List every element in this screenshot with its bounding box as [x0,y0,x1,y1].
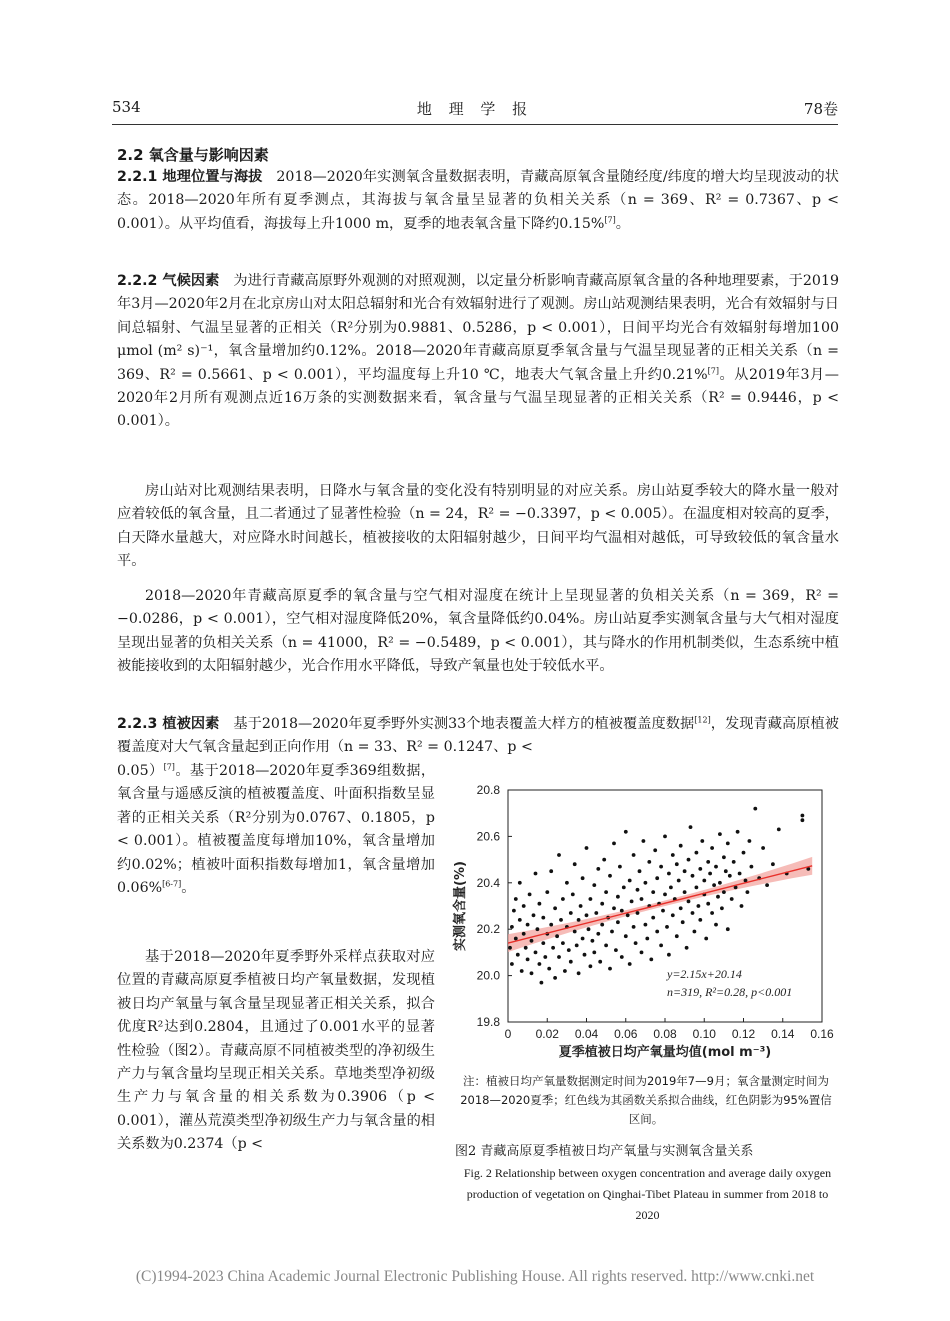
data-point [628,962,632,966]
paragraph-2-2-2 [117,270,839,434]
data-point [585,913,589,917]
data-point [532,913,536,917]
data-point [659,865,663,869]
page-number: 534 [112,98,141,116]
figure-caption-en: Fig. 2 Relationship between oxygen concentration and average daily oxygen production of vegetation on Qinghai-Tibet Plateau in summer from 2018 to 2020 [463,1166,832,1222]
paragraph-oxygen-production: 基于2018—2020年夏季野外采样点获取对应位置的青藏高原夏季植被日均产氧量数据，发现植被日均产氧量与氧含量呈现显著正相关关系，拟合优度R²达到0.2804，且通过了0.001水平的显著性检验（图2）。青藏高原不同植被类型的净初级生产力与氧含量均呈现正相关关系。草地类型净初级生产力与氧含量的相关系数为0.3906（p < 0.001），灌丛荒漠类型净初级生产力与氧含量的相关系数为0.2374（p < [117,949,435,1153]
data-point [661,909,665,913]
data-point [771,862,775,866]
citation: [7] [604,215,616,225]
data-point [526,958,530,962]
data-point [642,839,646,843]
data-point [722,855,726,859]
data-point [685,946,689,950]
data-point [618,865,622,869]
data-point [620,955,624,959]
data-point [742,851,746,855]
data-point [583,953,587,957]
journal-title: 地 理 学 报 [416,100,534,118]
figure-caption-cn: 图2 青藏高原夏季植被日均产氧量与实测氧含量关系 [455,1144,754,1159]
data-point [608,967,612,971]
data-point [712,883,716,887]
data-point [640,951,644,955]
data-point [636,888,640,892]
data-point [602,858,606,862]
x-tick-label: 0.16 [810,1027,834,1041]
volume-label: 78卷 [803,100,838,118]
data-point [632,925,636,929]
data-point [524,946,528,950]
data-point [651,916,655,920]
data-point [557,955,561,959]
data-point [592,883,596,887]
data-point [659,944,663,948]
paragraph-text: 。 [181,880,196,897]
data-point [592,951,596,955]
data-point [753,807,757,811]
data-point [691,874,695,878]
paragraph-precipitation: 房山站对比观测结果表明，日降水与氧含量的变化没有特别明显的对应关系。房山站夏季较大的降水量一般对应着较低的氧含量，且二者通过了显著性检验（n = 24，R² = −0.3397，p < 0.005）。在温度相对较高的夏季，白天降水量越大，对应降水时间越长，植被接收的太阳辐射越少，日间平均气温相对越低，可导致较低的氧含量水平。 [117,483,839,570]
data-point [644,881,648,885]
data-point [616,895,620,899]
data-point [520,969,524,973]
data-point [557,853,561,857]
data-point [547,967,551,971]
y-tick-label: 20.0 [476,968,500,983]
y-axis-label: 实测氧含量(%) [453,861,468,951]
x-tick-label: 0.10 [692,1027,716,1041]
y-tick-label: 20.6 [476,829,500,844]
data-point [518,881,522,885]
data-point [695,851,699,855]
data-point [667,953,671,957]
data-point [706,860,710,864]
data-point [549,869,553,873]
y-tick-label: 20.2 [476,922,500,937]
data-point [522,904,526,908]
citation: [6-7] [162,879,182,889]
paragraph-text: 。从2019年3月—2020年2月所有观测点近16万条的实测数据来看，氧含量与气温呈现显著的正相关关系（R² = 0.9446，p < 0.001）。 [117,366,839,430]
data-point [577,918,581,922]
data-point [589,964,593,968]
data-point [777,828,781,832]
data-point [563,969,567,973]
data-point [616,920,620,924]
data-point [726,927,730,931]
data-point [706,902,710,906]
x-tick-label: 0.04 [574,1027,599,1041]
data-point [551,946,555,950]
scatter-chart [450,772,840,1070]
subsection-heading-2-2-2: 2.2.2 气候因素 [117,273,220,289]
data-point [587,927,591,931]
data-point [671,853,675,857]
data-point [698,867,702,871]
data-point [561,941,565,945]
data-point [645,937,649,941]
data-point [679,906,683,910]
paragraph-text: 0.05） [117,763,164,779]
data-point [596,867,600,871]
data-point [534,951,538,955]
subsection-heading-2-2-1: 2.2.1 地理位置与海拔 [117,169,263,185]
paragraph-humidity: 2018—2020年青藏高原夏季的氧含量与空气相对湿度在统计上呈现显著的负相关关系（n = 369，R² = −0.0286，p < 0.001），空气相对湿度降低20%，氧含量降低约0.04%。房山站夏季实测氧含量与大气相对湿度呈现出显著的负相关关系（n = 41000，R² = −0.5489，p < 0.001），其与降水的作用机制类似，生态系统中植被能接收到的太阳辐射越少，光合作用水平降低，导致产氧量也处于较低水平。 [117,588,839,675]
data-point [604,944,608,948]
data-point [732,860,736,864]
data-point [541,941,545,945]
data-point [508,946,512,950]
data-point [693,930,697,934]
data-point [571,893,575,897]
data-point [514,937,518,941]
data-point [628,879,632,883]
x-axis-label: 夏季植被日均产氧量均值(mol m⁻³) [558,1045,772,1060]
data-point [612,906,616,910]
data-point [708,872,712,876]
data-point [620,909,624,913]
data-point [640,897,644,901]
data-point [549,923,553,927]
data-point [716,895,720,899]
data-point [679,844,683,848]
data-point [626,913,630,917]
data-point [698,918,702,922]
data-point [573,862,577,866]
data-point [573,930,577,934]
x-tick-label: 0.08 [653,1027,677,1041]
section-heading: 2.2 氧含量与影响因素 [117,146,269,164]
data-point [569,960,573,964]
data-point [704,937,708,941]
data-point [512,909,516,913]
data-point [591,939,595,943]
data-point [536,927,540,931]
data-point [655,876,659,880]
data-point [622,886,626,890]
data-point [541,916,545,920]
data-point [687,900,691,904]
data-point [746,890,750,894]
x-tick-label: 0.06 [614,1027,638,1041]
citation: [7] [163,762,175,772]
data-point [632,853,636,857]
data-point [667,872,671,876]
data-point [740,904,744,908]
data-point [801,814,805,818]
data-point [665,925,669,929]
y-tick-label: 20.8 [476,783,500,797]
x-tick-label: 0.14 [771,1027,795,1041]
y-tick-label: 19.8 [476,1015,500,1029]
data-point [710,911,714,915]
data-point [614,948,618,952]
data-point [726,842,730,846]
data-point [653,848,657,852]
data-point [604,890,608,894]
data-point [581,876,585,880]
header-rule [112,124,838,125]
data-point [540,981,544,985]
data-point [671,913,675,917]
data-point [553,906,557,910]
data-point [624,830,628,834]
data-point [651,890,655,894]
data-point [663,835,667,839]
data-point [630,900,634,904]
data-point [555,934,559,938]
data-point [702,879,706,883]
data-point [695,886,699,890]
data-point [538,962,542,966]
data-point [697,904,701,908]
data-point [644,923,648,927]
fit-equation: y=2.15x+20.14 [667,967,742,981]
data-point [669,886,673,890]
data-point [683,869,687,873]
paragraph-vegetation-cont [117,760,435,900]
data-point [565,881,569,885]
fit-stats: n=319, R²=0.28, p<0.001 [667,985,793,999]
data-point [579,904,583,908]
data-point [681,920,685,924]
data-point [530,971,534,975]
data-point [689,825,693,829]
figure-2 [450,772,840,1070]
subsection-heading-2-2-3: 2.2.3 植被因素 [117,716,220,732]
data-point [675,862,679,866]
data-point [559,918,563,922]
data-point [600,923,604,927]
fit-line [508,866,812,943]
paragraph-text: 基于2018—2020年夏季野外实测33个地表覆盖大样方的植被覆盖度数据 [233,716,695,732]
citation: [12] [694,715,711,725]
data-point [585,846,589,850]
data-point [710,846,714,850]
page-header [112,96,838,120]
x-tick-label: 0.12 [731,1027,756,1041]
data-point [567,948,571,952]
data-point [598,960,602,964]
data-point [575,944,579,948]
data-point [569,911,573,915]
data-point [561,897,565,901]
data-point [624,934,628,938]
data-point [594,911,598,915]
data-point [530,939,534,943]
data-point [736,830,740,834]
paragraph-text: ，发现青藏高原植被覆盖度对大气氧含量起到正向作用（n = 33、R² = 0.1247、p < [117,716,839,756]
data-point [596,932,600,936]
data-point [647,860,651,864]
data-point [638,869,642,873]
data-point [687,858,691,862]
data-point [748,839,752,843]
data-point [750,865,754,869]
data-point [720,906,724,910]
data-point [649,958,653,962]
data-point [543,955,547,959]
data-point [636,911,640,915]
data-point [516,953,520,957]
data-point [514,897,518,901]
paragraph-text: 2018—2020年实测氧含量数据表明，青藏高原氧含量随经度/纬度的增大均呈现波动的状态。2018—2020年所有夏季测点，其海拔与氧含量呈显著的负相关关系（n = 369、R² = 0.7367、p < 0.001）。从平均值看，海拔每上升1000 m，夏季的地表氧含量下降约0.15% [117,169,839,232]
paragraph-text: 。基于2018—2020年夏季369组数据，氧含量与遥感反演的植被覆盖度、叶面积指数呈显著的正相关关系（R²分别为0.0767、0.1805，p < 0.001）。植被覆盖度每增加10%，氧含量增加约0.02%；植被叶面积指数每增加1，氧含量增加0.06% [117,763,436,897]
figure-note: 注：植被日均产氧量数据测定时间为2019年7—9月；氧含量测定时间为2018—2020夏季；红色线为其函数关系拟合曲线，红色阴影为95%置信区间。 [460,1074,832,1126]
data-point [589,897,593,901]
data-point [663,893,667,897]
data-point [634,941,638,945]
paragraph-text: 。 [615,215,630,232]
data-point [538,902,542,906]
data-point [655,930,659,934]
data-point [724,869,728,873]
data-point [528,893,532,897]
y-tick-label: 20.4 [476,875,500,890]
paragraph-2-2-1 [117,166,839,236]
data-point [761,846,765,850]
copyright-footer: (C)1994-2023 China Academic Journal Electronic Publishing House. All rights reserved. http://www.cnki.net [135,1268,815,1285]
data-point [553,976,557,980]
data-point [610,930,614,934]
data-point [518,918,522,922]
paragraph-2-2-3 [117,713,839,760]
paragraph-text: 为进行青藏高原野外观测的对照观测，以定量分析影响青藏高原氧含量的各种地理要素，于2019年3月—2020年2月在北京房山对太阳总辐射和光合有效辐射进行了观测。房山站观测结果表明，光合有效辐射与日间总辐射、气温呈显著的正相关（R²分别为0.9881、0.5286，p < 0.001），日间平均光合有效辐射每增加100 μmol (m² s)⁻¹，氧含量增加约0.12%。2018—2020年青藏高原夏季氧含量与气温呈现显著的正相关关系（n = 369、R² = 0.5661、p < 0.001），平均温度每上升10 ℃，地表大气氧含量上升约0.21% [117,273,839,383]
data-point [545,890,549,894]
data-point [718,832,722,836]
data-point [534,872,538,876]
data-point [581,937,585,941]
data-point [765,883,769,887]
data-point [677,879,681,883]
data-point [714,865,718,869]
data-point [612,842,616,846]
data-point [510,962,514,966]
data-point [728,874,732,878]
data-point [577,971,581,975]
data-point [691,911,695,915]
data-point [526,923,530,927]
data-point [522,932,526,936]
data-point [510,925,514,929]
citation: [7] [707,365,719,375]
x-tick-label: 0 [504,1027,512,1041]
x-tick-label: 0.02 [535,1027,559,1041]
data-point [608,874,612,878]
data-point [675,934,679,938]
data-point [718,881,722,885]
data-point [730,897,734,901]
data-point [738,872,742,876]
data-point [801,818,805,822]
data-point [700,839,704,843]
data-point [683,890,687,894]
data-point [722,890,726,894]
data-point [714,923,718,927]
data-point [600,902,604,906]
